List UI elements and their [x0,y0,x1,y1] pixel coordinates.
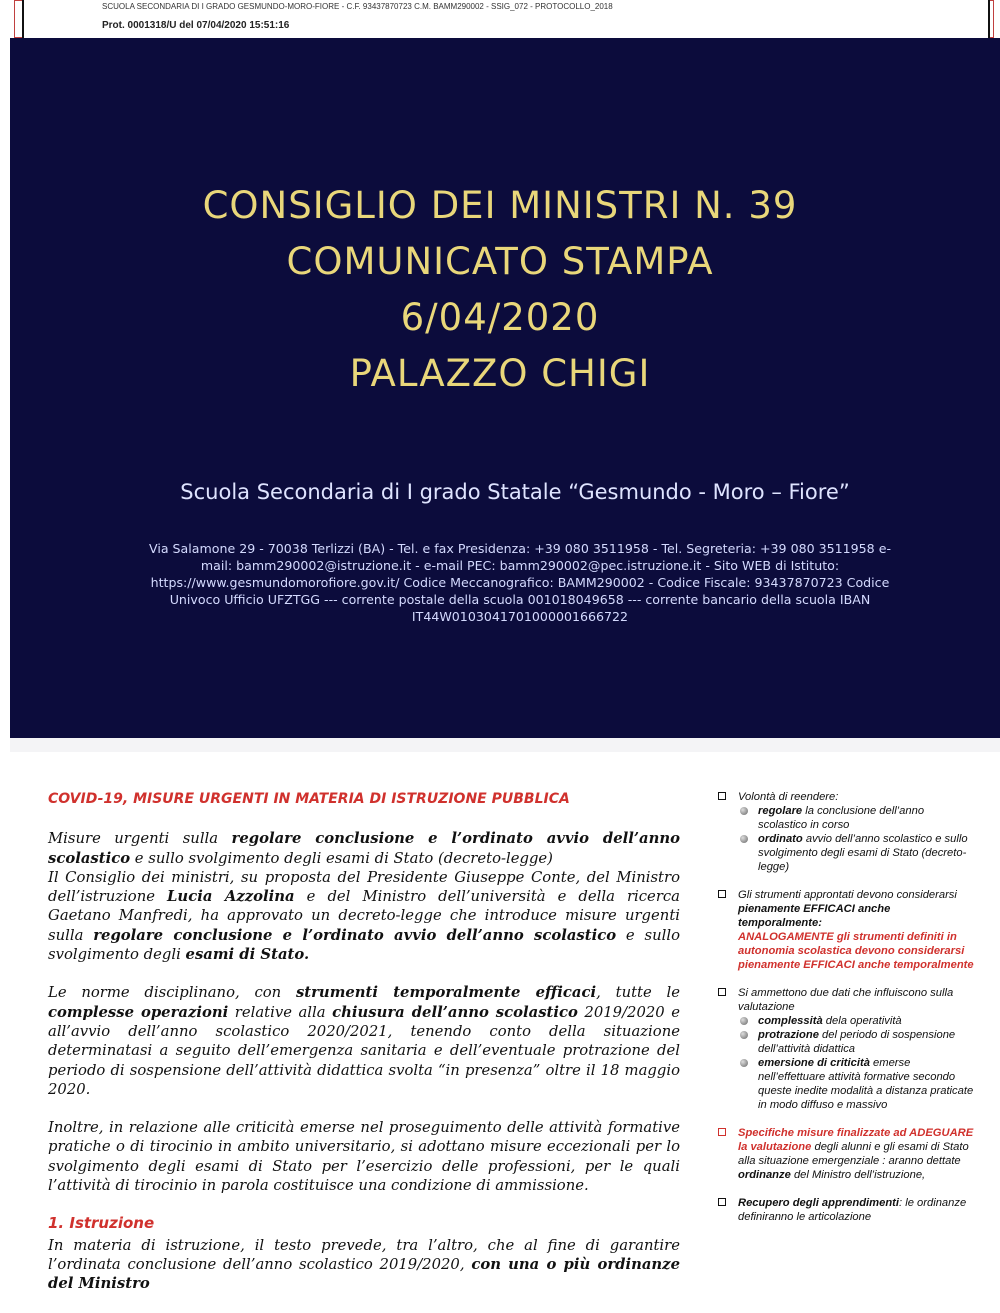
text-run: emerse nell’effettuare attività formative secondo queste inedite modalità a distanza praticate in modo diffuso e massivo [758,1057,974,1111]
sidebar-subitem [738,1056,976,1112]
sidebar-note-text [738,888,976,972]
contact-line: IT44W0103041701000001666722 [411,609,629,624]
checkbox-bullet-icon [718,792,726,800]
sidebar-note [718,1126,976,1182]
sidebar-note-text [738,1126,976,1182]
text-run: emersione di criticità [758,1057,870,1069]
text-run: In materia di istruzione, il testo prevede, tra l’altro, che al fine di garantire l’ordinata conclusione dell’anno scolastico 2019/2020, [48,1236,680,1273]
text-run: Gli strumenti approntati devono considerarsi [738,889,957,901]
paragraph [48,983,680,1099]
text-run: Recupero degli apprendimenti [738,1197,900,1209]
slide-title [0,178,1000,402]
slide-title-line: 6/04/2020 [400,296,600,339]
sidebar-subitem [738,832,976,874]
text-run: ANALOGAMENTE gli strumenti definiti in autonomia scolastica devono considerarsi pienamente EFFICACI anche temporalmente [738,931,974,971]
text-run: Volontà di reendere: [738,791,839,803]
text-run: dela operatività [822,1015,902,1027]
text-run: pienamente EFFICACI anche temporalmente [738,903,891,929]
text-run: complesse operazioni [48,1003,229,1021]
slide-title-line: COMUNICATO STAMPA [286,240,714,283]
round-bullet-icon [740,1017,748,1025]
school-name: Scuola Secondaria di I grado Statale “Gesmundo - Moro – Fiore” [180,480,850,504]
round-bullet-icon [740,1031,748,1039]
text-run: e sullo svolgimento degli [48,926,680,964]
paragraph [48,829,680,964]
main-text-column [48,790,680,1313]
text-run: la conclusione dell’anno scolastico in corso [758,805,925,831]
text-run: Lucia Azzolina [167,888,295,906]
sidebar-note [718,790,976,874]
text-run: e del Ministro dell’università e della ricerca Gaetano Manfredi, ha approvato un decreto-legge che introduce misure urgenti sulla [48,888,680,944]
text-run: del Ministro dell’istruzione, [790,1169,926,1181]
text-run: e sullo svolgimento degli esami di Stato (decreto-legge) [130,849,553,867]
sidebar-note-text [738,1196,976,1224]
text-run: chiusura dell’anno scolastico [332,1003,578,1021]
text-run: relative alla [228,1003,333,1021]
numbered-section-title: 1. Istruzione [48,1214,155,1233]
sidebar-note [718,986,976,1112]
text-run: Inoltre, in relazione alle criticità emerse nel proseguimento delle attività formative pratiche o di tirocinio in ambito universitario, si adottano misure eccezionali per lo svolgimento degli esami di Stato per l’esercizio delle professioni, per le quali l’attività di tirocinio in parola costituisce una condizione di ammissione. [48,1119,680,1195]
text-run: regolare conclusione e l’ordinato avvio dell’anno scolastico [93,926,617,944]
stamp-protocol-number: Prot. 0001318/U del 07/04/2020 15:51:16 [102,20,290,31]
sidebar-note-text [738,986,976,1014]
text-run: Il Consiglio dei ministri, su proposta del Presidente Giuseppe Conte, del Ministro dell’istruzione [48,868,680,906]
sidebar-note [718,888,976,972]
text-run: Specifiche misure finalizzate ad ADEGUARE la valutazione [738,1127,974,1153]
text-run: protrazione [758,1029,819,1041]
text-run: ordinato [758,833,803,845]
text-run: esami di Stato. [185,946,310,964]
sidebar-note-text [738,790,976,804]
round-bullet-icon [740,835,748,843]
checkbox-bullet-icon [718,1198,726,1206]
contact-line: Univoco Ufficio UFZTGG --- corrente postale della scuola 001018049658 --- corrente bancario della scuola IBAN [169,592,871,607]
text-run: avvio dell’anno scolastico e sullo svolgimento degli esami di Stato (decreto-legge) [758,833,968,873]
round-bullet-icon [740,1059,748,1067]
text-run: ordinanze [738,1169,791,1181]
sidebar-subitem [738,1028,976,1056]
contact-line: https://www.gesmundomorofiore.gov.it/ Codice Meccanografico: BAMM290002 - Codice Fiscale: 93437870723 Codice [150,575,890,590]
slide-title-line: CONSIGLIO DEI MINISTRI N. 39 [202,184,798,227]
text-run: , tutte le [596,984,681,1002]
stamp-school-line: SCUOLA SECONDARIA DI I GRADO GESMUNDO-MORO-FIORE - C.F. 93437870723 C.M. BAMM290002 - SSIG_072 - PROTOCOLLO_2018 [102,2,613,11]
text-run: : le ordinanze definiranno le articolazione [738,1197,967,1223]
checkbox-bullet-icon [718,988,726,996]
text-run: 2019/2020 e all’avvio dell’anno scolastico 2020/2021, tenendo conto della situazione determinatasi a seguito dell’emergenza sanitaria e dell’eventuale protrazione del periodo di sospensione dell’attività didattica svolta “in presenza” oltre il 18 maggio 2020. [48,1003,680,1098]
text-run: con una o più ordinanze del Ministro [48,1255,681,1293]
text-run: Misure urgenti sulla [48,830,232,848]
checkbox-bullet-icon [718,1128,726,1136]
sidebar-subitem [738,804,976,832]
text-run: del periodo di sospensione dell’attività didattica [758,1029,956,1055]
page-divider [10,738,1000,752]
text-run: Le norme disciplinano, con [48,984,296,1002]
checkbox-bullet-icon [718,890,726,898]
school-contacts [100,540,940,625]
text-run: strumenti temporalmente efficaci [295,984,597,1002]
sidebar-note [718,1196,976,1224]
text-run: regolare [758,805,803,817]
contact-line: mail: bamm290002@istruzione.it - e-mail PEC: bamm290002@pec.istruzione.it - Sito WEB di Istituto: [200,558,840,573]
contact-line: Via Salamone 29 - 70038 Terlizzi (BA) - Tel. e fax Presidenza: +39 080 3511958 - Tel. Segreteria: +39 080 3511958 e- [149,541,891,556]
slide-title-line: PALAZZO CHIGI [349,352,651,395]
sidebar-subitem [738,1014,976,1028]
section-heading: COVID-19, MISURE URGENTI IN MATERIA DI ISTRUZIONE PUBBLICA [48,791,570,807]
paragraph [48,1236,680,1294]
round-bullet-icon [740,807,748,815]
text-run: Si ammettono due dati che influiscono sulla valutazione [738,987,954,1013]
paragraph [48,1118,680,1195]
text-run: regolare conclusione e l’ordinato avvio dell’anno scolastico [48,830,680,867]
text-run: degli alunni e gli esami di Stato alla situazione emergenziale : aranno dettate [738,1141,969,1167]
text-run: : [818,917,822,929]
sidebar-notes [718,790,976,1238]
text-run: complessità [758,1015,823,1027]
